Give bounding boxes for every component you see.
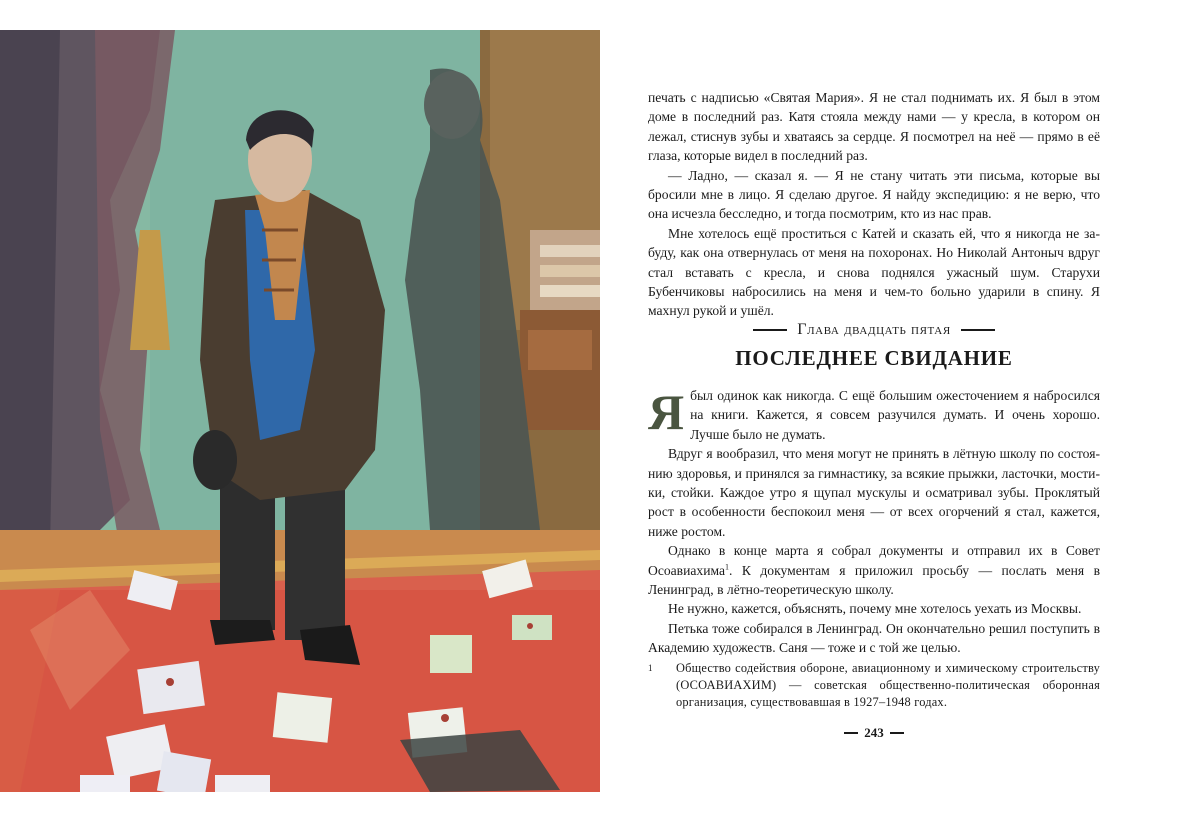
chapter-body bbox=[648, 386, 1100, 658]
footnote-text: Общество содействия обороне, авиационному и химическому строительству (ОСОАВИАХИМ) — советская общественно-политическая оборонная организация, существовавшая в 1927–1948 годах. bbox=[676, 661, 1100, 709]
paragraph-continuation: печать с надписью «Святая Мария». Я не стал поднимать их. Я был в этом доме в последний раз. Катя стояла между нами — у кресла, в котором он лежал, стиснув зубы и хватаясь за сердце. Я посмотрел на неё — прямо в её глаза, которые видел в последний раз. bbox=[648, 90, 1100, 164]
footnote bbox=[648, 660, 1100, 711]
page-number-left-rule bbox=[844, 732, 858, 734]
opening-text: был одинок как никогда. С ещё большим ожесточением я набросился на книги. Кажется, я совсем разучился думать. И очень хорошо. Лучше было не думать. bbox=[690, 388, 1100, 442]
footnote-reference[interactable]: 1 bbox=[725, 562, 730, 572]
paragraph-dialogue: — Ладно, — сказал я. — Я не стану читать эти письма, которые вы бросили мне в лицо. Я сделаю другое. Я найду экспедицию: я не верю, что она исчезла бесследно, и тогда посмотрим, кто из нас прав. bbox=[648, 167, 1100, 222]
documents-text-before: Однако в конце марта я собрал документы и отправил их в Совет Осоавиахима bbox=[648, 543, 1100, 578]
paragraph-opening bbox=[648, 386, 1100, 444]
text-page bbox=[648, 88, 1100, 321]
page-number-row bbox=[648, 725, 1100, 741]
chapter-title: ПОСЛЕДНЕЕ СВИДАНИЕ bbox=[735, 346, 1013, 370]
drop-cap: Я bbox=[648, 384, 685, 440]
paragraph-documents bbox=[648, 541, 1100, 599]
footnote-mark: 1 bbox=[648, 663, 653, 673]
chapter-number-row bbox=[648, 318, 1100, 342]
paragraph-gymnastics: Вдруг я вообразил, что меня могут не принять в лётную школу по состоянию здоровья, и принялся за гимнастику, за всякие прыжки, ласточки, мостики, стойки. Каждое утро я щупал мускулы и осматривал зубы. Проклятый рост в особенности беспокоил меня — от всех огорчений я стал, кажется, ниже ростом. bbox=[648, 446, 1100, 539]
hat bbox=[193, 430, 237, 490]
book-illustration bbox=[0, 30, 600, 792]
paragraph-petka: Петька тоже собирался в Ленинград. Он окончательно решил поступить в Академию художеств. Саня — тоже и с той же целью. bbox=[648, 620, 1100, 656]
page-number: 243 bbox=[864, 725, 884, 740]
documents-text-after: . К документам я приложил просьбу — послать меня в Ленинград, в лётно-теоретическую школу. bbox=[648, 562, 1100, 598]
page-number-right-rule bbox=[890, 732, 904, 734]
paragraph-farewell: Мне хотелось ещё проститься с Катей и сказать ей, что я никогда не забуду, как она отвернулась от меня на похоронах. Но Николай Антоныч вдруг стал вставать с кресла, и снова поднялся ужасный шум. Старухи Бубенчиковы набросились на меня и чем-то больно ударили в спину. Я махнул рукой и ушёл. bbox=[648, 225, 1100, 319]
chapter-heading bbox=[648, 318, 1100, 371]
right-rule bbox=[961, 329, 995, 332]
chapter-number: Глава двадцать пятая bbox=[797, 321, 951, 338]
left-rule bbox=[753, 329, 787, 332]
paragraph-moscow: Не нужно, кажется, объяснять, почему мне хотелось уехать из Москвы. bbox=[668, 601, 1082, 617]
